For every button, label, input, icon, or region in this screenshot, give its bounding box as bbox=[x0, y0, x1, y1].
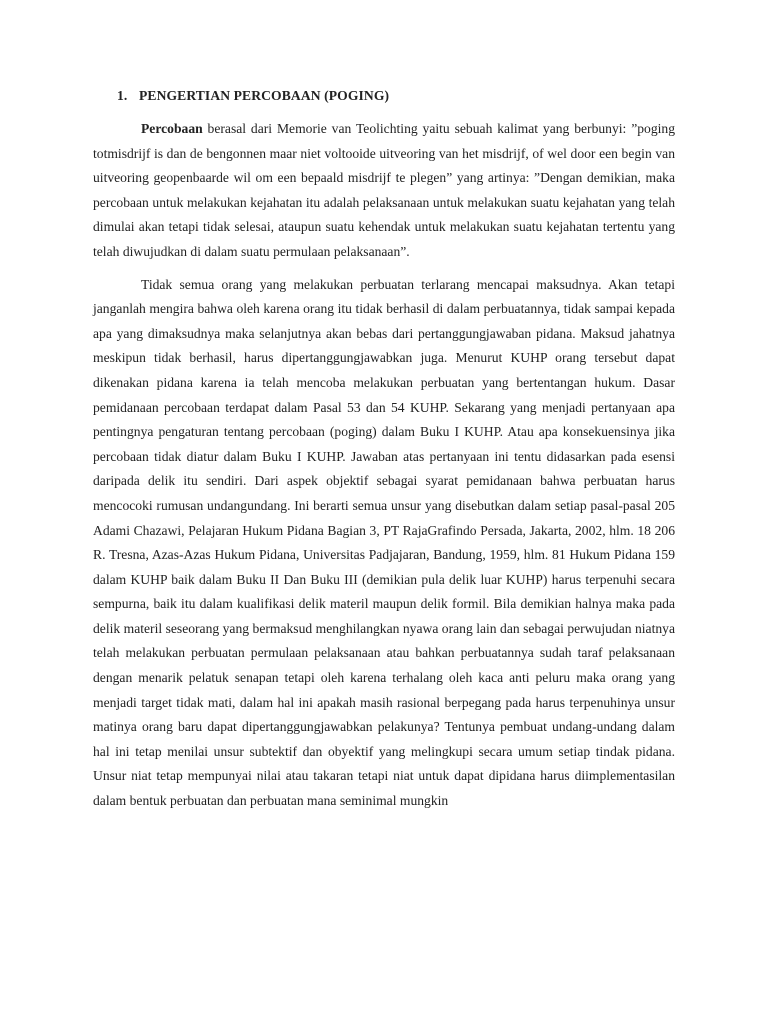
section-title: PENGERTIAN PERCOBAAN (POGING) bbox=[139, 88, 390, 103]
paragraph-definition bbox=[93, 117, 675, 265]
paragraph-explanation-text: Tidak semua orang yang melakukan perbuatan terlarang mencapai maksudnya. Akan tetapi janganlah mengira bahwa oleh karena orang itu tidak berhasil di dalam perbuatannya, tidak sampai kepada apa yang dimaksudnya maka selanjutnya akan bebas dari pertanggungjawaban pidana. Maksud jahatnya meskipun tidak berhasil, harus dipertanggungjawabkan juga. Menurut KUHP orang tersebut dapat dikenakan pidana karena ia telah mencoba melakukan perbuatan yang bertentangan hukum. Dasar pemidanaan percobaan terdapat dalam Pasal 53 dan 54 KUHP. Sekarang yang menjadi pertanyaan apa pentingnya pengaturan tentang percobaan (poging) dalam Buku I KUHP. Atau apa konsekuensinya jika percobaan tidak diatur dalam Buku I KUHP. Jawaban atas pertanyaan ini tentu didasarkan pada esensi daripada delik itu sendiri. Dari aspek objektif sebagai syarat pemidanaan bahwa perbuatan harus mencocoki rumusan undangundang. Ini berarti semua unsur yang disebutkan dalam setiap pasal-pasal 205 Adami Chazawi, Pelajaran Hukum Pidana Bagian 3, PT RajaGrafindo Persada, Jakarta, 2002, hlm. 18 206 R. Tresna, Azas-Azas Hukum Pidana, Universitas Padjajaran, Bandung, 1959, hlm. 81 Hukum Pidana 159 dalam KUHP baik dalam Buku II Dan Buku III (demikian pula delik luar KUHP) harus terpenuhi secara sempurna, baik itu dalam kualifikasi delik materil maupun delik formil. Bila demikian halnya maka pada delik materil seseorang yang bermaksud menghilangkan nyawa orang lain dan sebagai perwujudan niatnya telah melakukan perbuatan permulaan pelaksanaan atau bahkan perbuatannya sudah taraf pelaksanaan dengan menarik pelatuk senapan tetapi oleh karena terhalang oleh kaca anti peluru maka orang yang menjadi target tidak mati, dalam hal ini apakah masih rasional berpegang pada harus terpenuhinya unsur matinya orang baru dapat dipertanggungjawabkan pelakunya? Tentunya pembuat undang-undang dalam hal ini tetap menilai unsur subtektif dan obyektif yang melingkupi secara umum setiap tindak pidana. Unsur niat tetap mempunyai nilai atau takaran tetapi niat untuk dapat dipidana harus diimplementasilan dalam bentuk perbuatan dan perbuatan mana seminimal mungkin bbox=[93, 276, 675, 809]
paragraph-explanation bbox=[93, 273, 675, 814]
section-heading bbox=[117, 86, 675, 106]
paragraph-definition-text: berasal dari Memorie van Teolichting yaitu sebuah kalimat yang berbunyi: ”poging totmisdrijf is dan de bengonnen maar niet voltooide uitveoring van het misdrijf, of wel door een begin van uitveoring geopenbaarde wil om een bepaald misdrijf te plegen” yang artinya: ”Dengan demikian, maka percobaan untuk melakukan kejahatan itu adalah pelaksanaan untuk melakukan suatu kejahatan yang telah dimulai akan tetapi tidak selesai, ataupun suatu kehendak untuk melakukan suatu kejahatan tertentu yang telah diwujudkan di dalam suatu permulaan pelaksanaan”. bbox=[93, 121, 675, 259]
lead-term: Percobaan bbox=[141, 121, 203, 136]
document-page bbox=[93, 86, 675, 822]
section-number: 1. bbox=[117, 88, 128, 103]
